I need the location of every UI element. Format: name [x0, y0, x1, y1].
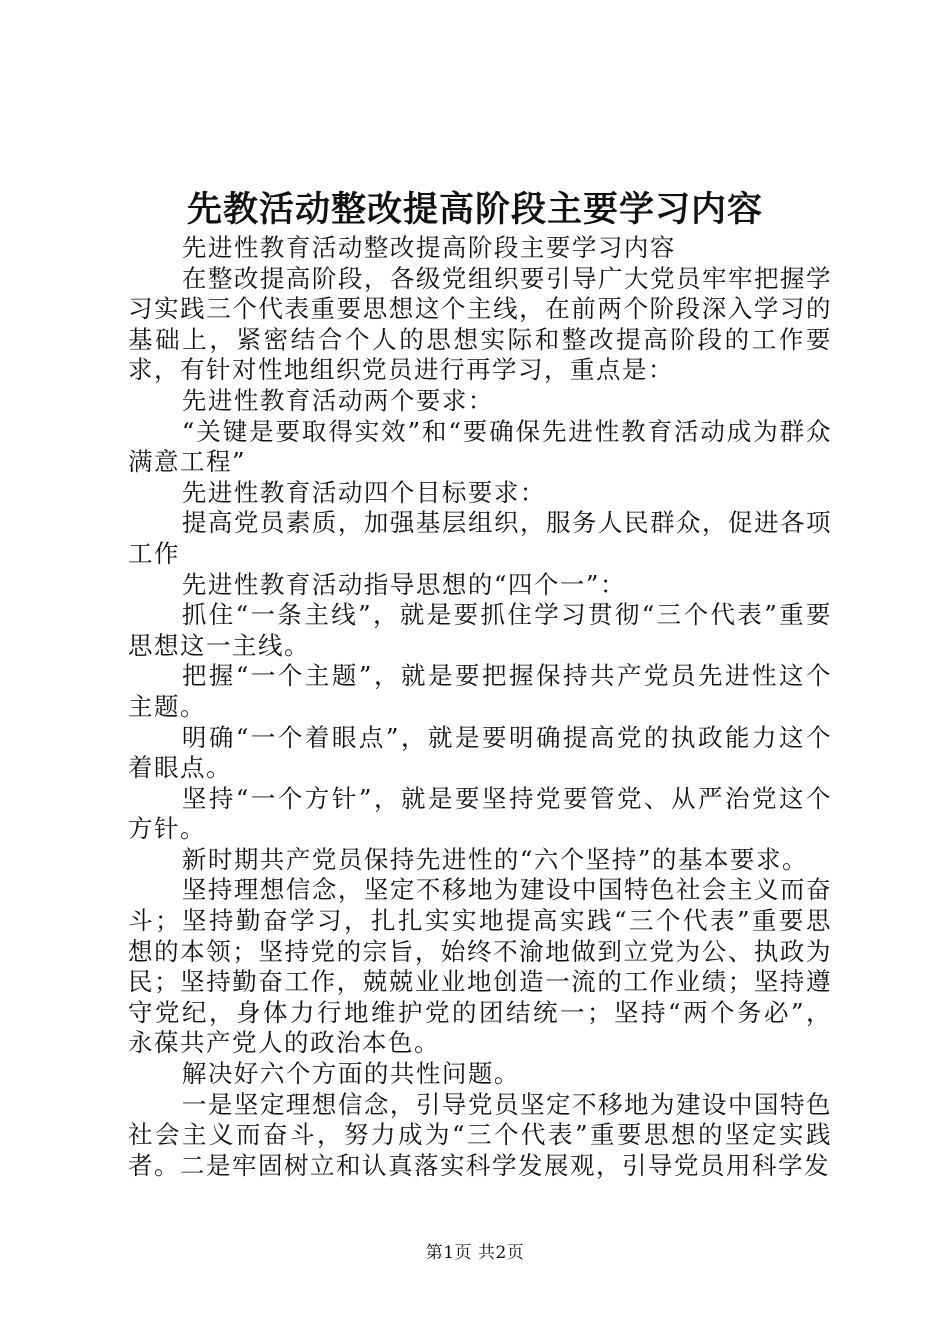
paragraph: 在整改提高阶段，各级党组织要引导广大党员牢牢把握学习实践三个代表重要思想这个主线，在前两个阶段深入学习的基础上，紧密结合个人的思想实际和整改提高阶段的工作要求，有针对性地组织党员进行再学习，重点是：: [128, 263, 832, 385]
paragraph: 坚持“一个方针”，就是要坚持党要管党、从严治党这个方针。: [128, 783, 832, 844]
paragraph: 提高党员素质，加强基层组织，服务人民群众，促进各项工作: [128, 508, 832, 568]
paragraph: 坚持理想信念，坚定不移地为建设中国特色社会主义而奋斗；坚持勤奋学习，扎扎实实地提高实践“三个代表”重要思想的本领；坚持党的宗旨，始终不渝地做到立党为公、执政为民；坚持勤奋工作，兢兢业业地创造一流的工作业绩；坚持遵守党纪，身体力行地维护党的团结统一；坚持“两个务必”，永葆共产党人的政治本色。: [128, 875, 832, 1058]
paragraph: 先进性教育活动指导思想的“四个一”：: [181, 569, 626, 599]
page-footer: 第1页 共2页: [425, 1243, 525, 1263]
paragraph: “关键是要取得实效”和“要确保先进性教育活动成为群众满意工程”: [128, 416, 832, 477]
paragraph: 把握“一个主题”，就是要把握保持共产党员先进性这个主题。: [128, 661, 832, 721]
paragraph: 先进性教育活动整改提高阶段主要学习内容: [181, 233, 676, 262]
paragraph: 新时期共产党员保持先进性的“六个坚持”的基本要求。: [181, 844, 808, 874]
paragraph: 解决好六个方面的共性问题。: [181, 1059, 520, 1089]
document-title: 先教活动整改提高阶段主要学习内容: [186, 189, 763, 230]
document-body: [128, 233, 832, 1181]
paragraph: 先进性教育活动两个要求：: [181, 385, 494, 415]
paragraph: 明确“一个着眼点”，就是要明确提高党的执政能力这个着眼点。: [128, 722, 832, 783]
paragraph: 抓住“一条主线”，就是要抓住学习贯彻“三个代表”重要思想这一主线。: [128, 600, 832, 660]
paragraph: 先进性教育活动四个目标要求：: [181, 477, 546, 507]
paragraph: 一是坚定理想信念，引导党员坚定不移地为建设中国特色社会主义而奋斗，努力成为“三个代表”重要思想的坚定实践者。二是牢固树立和认真落实科学发展观，引导党员用科学发: [128, 1089, 832, 1180]
